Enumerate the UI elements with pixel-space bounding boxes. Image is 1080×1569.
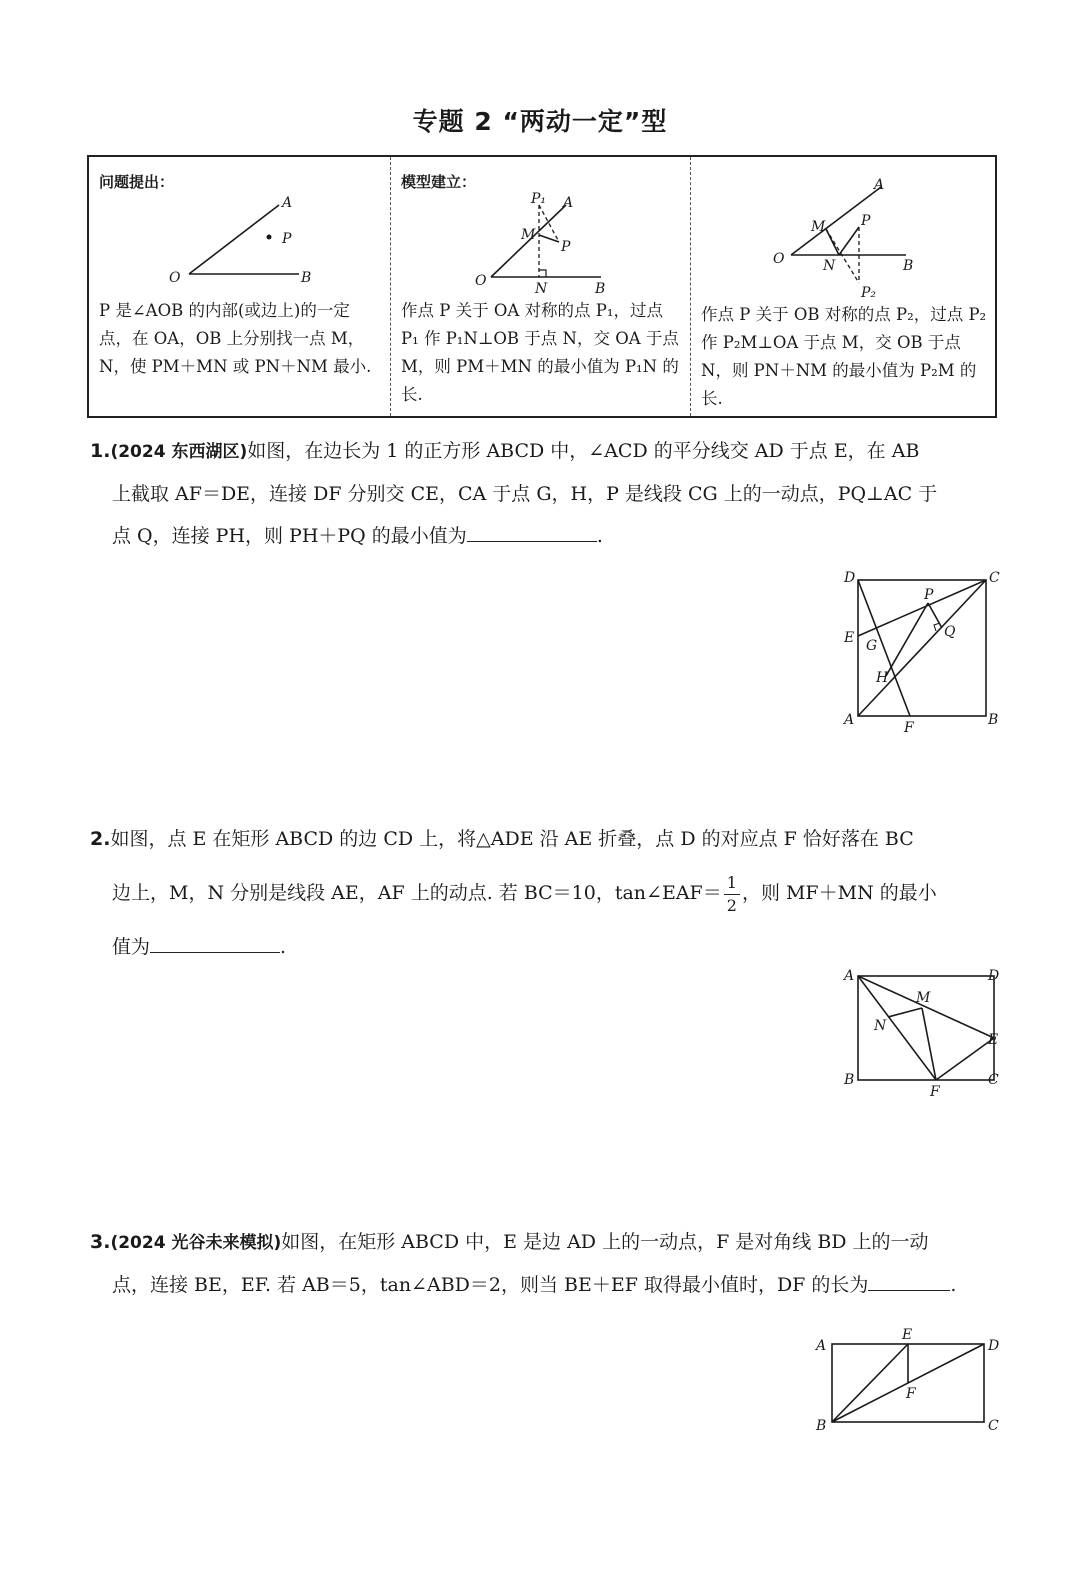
- ray-oa: [189, 205, 279, 274]
- label-p: P: [282, 231, 292, 247]
- model-cell-problem: [89, 157, 391, 416]
- problem-text-end: .: [950, 1274, 957, 1296]
- label-a: A: [874, 177, 885, 193]
- problem-3: [90, 1221, 1000, 1306]
- label-b: B: [595, 281, 606, 297]
- cell-heading: 问题提出：: [99, 173, 175, 191]
- model-cell-variant: [691, 157, 997, 416]
- problem-text: 点 Q，连接 PH，则 PH＋PQ 的最小值为: [112, 525, 467, 547]
- problem-text-line: 上截取 AF＝DE，连接 DF 分别交 CE，CA 于点 G，H，P 是线段 CG 上的一动点，PQ⊥AC 于: [112, 483, 938, 505]
- label-n: N: [874, 1018, 887, 1034]
- model-cell-build: [391, 157, 691, 416]
- problem-text: 值为: [112, 936, 151, 958]
- point-p: [267, 235, 272, 240]
- model-table: [87, 155, 997, 418]
- label-c: C: [988, 1418, 999, 1434]
- problem-text-line: 如图，点 E 在矩形 ABCD 的边 CD 上，将△ADE 沿 AE 折叠，点 D 的对应点 F 恰好落在 BC: [110, 828, 914, 850]
- label-q: Q: [944, 624, 956, 640]
- label-e: E: [844, 630, 855, 646]
- label-d: D: [988, 968, 1000, 984]
- label-p1: P₁: [531, 191, 547, 207]
- figure-2-rectangle-fold: [840, 962, 1010, 1102]
- fraction-numerator: 1: [724, 872, 740, 895]
- problem-text-line-2: [90, 866, 1000, 920]
- label-p: P: [861, 213, 871, 229]
- figure-1-square: [840, 568, 1010, 738]
- segment-fe: [936, 1038, 994, 1080]
- problem-1: [90, 430, 1000, 557]
- label-m: M: [521, 227, 536, 243]
- label-a: A: [844, 968, 855, 984]
- problem-text: 边上，M，N 分别是线段 AE，AF 上的动点. 若 BC＝10，tan∠EAF＝: [112, 882, 722, 904]
- label-n: N: [823, 258, 836, 274]
- angle-figure-reflect-ob: [691, 157, 997, 301]
- label-f: F: [906, 1386, 916, 1402]
- problem-number: 2.: [90, 828, 111, 850]
- problem-text-line: 如图，在边长为 1 的正方形 ABCD 中，∠ACD 的平分线交 AD 于点 E，在 AB: [247, 440, 920, 462]
- label-a: A: [816, 1338, 827, 1354]
- segment-mf: [922, 1008, 936, 1080]
- page-title: 专题 2 “两动一定”型: [412, 107, 668, 136]
- problem-text-end: .: [280, 936, 287, 958]
- label-b: B: [816, 1418, 827, 1434]
- segment-m-p2: [826, 229, 859, 283]
- label-e: E: [988, 1032, 999, 1048]
- problem-2: [90, 812, 1000, 974]
- label-c: C: [988, 1072, 999, 1088]
- problem-text: 点，连接 BE，EF. 若 AB＝5，tan∠ABD＝2，则当 BE＋EF 取得最小值时，DF 的长为: [112, 1274, 869, 1296]
- problem-text: ，则 MF＋MN 的最小: [741, 882, 937, 904]
- label-a: A: [844, 712, 855, 728]
- label-h: H: [876, 670, 889, 686]
- cell-heading: 模型建立：: [401, 173, 477, 191]
- label-d: D: [844, 570, 856, 586]
- answer-blank[interactable]: [150, 931, 280, 953]
- problem-number: 3.: [90, 1231, 111, 1253]
- segment-m-n: [826, 229, 839, 255]
- cell-text: 作点 P 关于 OB 对称的点 P₂，过点 P₂ 作 P₂M⊥OA 于点 M，交 OB 于点 N，则 PN＋NM 的最小值为 P₂M 的长.: [701, 305, 987, 408]
- problem-text-end: .: [596, 525, 603, 547]
- label-o: O: [475, 273, 487, 289]
- problem-number: 1.: [90, 440, 111, 462]
- label-p2: P₂: [861, 285, 877, 301]
- label-e: E: [902, 1327, 913, 1343]
- label-a: A: [563, 195, 574, 211]
- label-m: M: [811, 219, 826, 235]
- label-p: P: [924, 587, 934, 603]
- label-b: B: [988, 712, 999, 728]
- fraction-one-half: [724, 872, 740, 917]
- figure-3-rectangle: [810, 1326, 1010, 1436]
- segment-mn: [888, 1008, 922, 1017]
- problem-text-line-2: [90, 1264, 1000, 1306]
- label-m: M: [916, 990, 931, 1006]
- right-angle-mark: [539, 270, 546, 277]
- answer-blank[interactable]: [467, 520, 597, 542]
- segment-n-p: [839, 227, 859, 255]
- label-o: O: [169, 270, 181, 286]
- label-g: G: [866, 638, 878, 654]
- label-f: F: [930, 1084, 940, 1100]
- fraction-denominator: 2: [726, 895, 737, 915]
- label-p: P: [561, 239, 571, 255]
- cell-text: 作点 P 关于 OA 对称的点 P₁，过点 P₁ 作 P₁N⊥OB 于点 N，交 OA 于点 M，则 PM＋MN 的最小值为 P₁N 的长.: [401, 301, 679, 404]
- diagonal-ac: [858, 580, 986, 716]
- label-o: O: [773, 251, 785, 267]
- label-d: D: [988, 1338, 1000, 1354]
- answer-blank[interactable]: [868, 1269, 950, 1291]
- problem-source: (2024 东西湖区): [110, 442, 248, 462]
- label-b: B: [903, 258, 914, 274]
- angle-figure-reflect-oa: [391, 157, 691, 297]
- segment-be: [832, 1344, 908, 1422]
- cell-text: P 是∠AOB 的内部(或边上)的一定点，在 OA，OB 上分别找一点 M，N，使 PM＋MN 或 PN＋NM 最小.: [99, 301, 372, 376]
- label-b: B: [844, 1072, 855, 1088]
- label-n: N: [535, 281, 548, 297]
- label-a: A: [282, 195, 293, 211]
- problem-text-line-3: [90, 515, 1000, 557]
- angle-figure-basic: [89, 157, 391, 297]
- problem-source: (2024 光谷未来模拟): [110, 1233, 282, 1253]
- bisector-ce: [858, 580, 986, 636]
- label-c: C: [989, 570, 1000, 586]
- label-b: B: [301, 270, 312, 286]
- problem-text-line: 如图，在矩形 ABCD 中，E 是边 AD 上的一动点，F 是对角线 BD 上的一动: [281, 1231, 929, 1253]
- label-f: F: [904, 720, 914, 736]
